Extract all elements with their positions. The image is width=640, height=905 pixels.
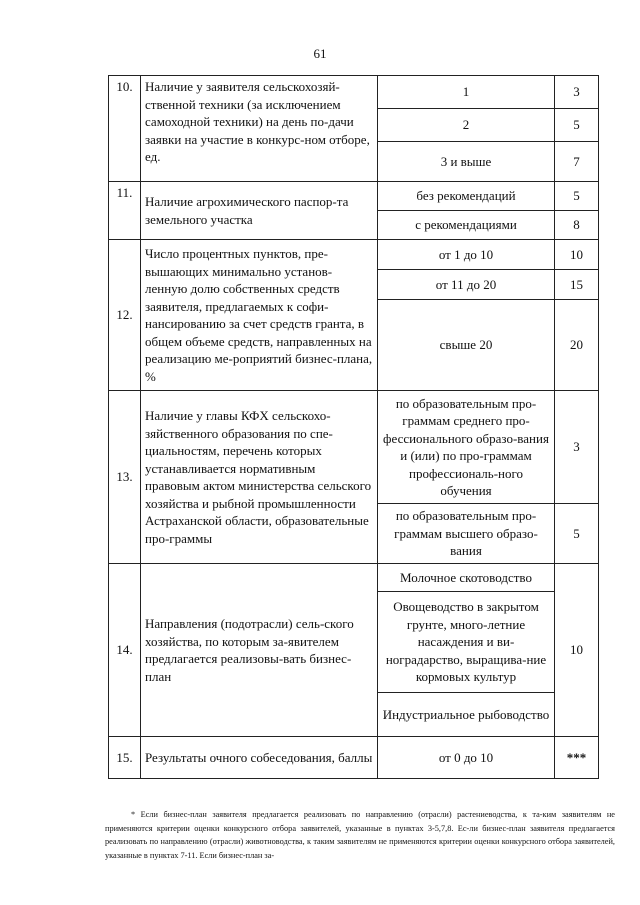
option-label: 2 [378, 109, 555, 142]
option-label: с рекомендациями [378, 211, 555, 240]
page-number: 61 [313, 46, 327, 61]
option-label: по образовательным про-граммам среднего про-фессионального образо-вания и (или) по про-граммам профессиональ-ного обучения [378, 391, 555, 504]
option-label: без рекомендаций [378, 182, 555, 211]
option-points: 15 [555, 270, 599, 300]
option-points: 10 [555, 564, 599, 737]
option-label: от 0 до 10 [378, 737, 555, 779]
option-points: 7 [555, 142, 599, 182]
criterion-text: Наличие агрохимического паспор-та земельного участка [141, 182, 378, 240]
table-row [109, 737, 599, 779]
criterion-text: Направления (подотрасли) сель-ского хозяйства, по которым за-явителем предлагается реализовы-вать бизнес-план [141, 564, 378, 737]
criterion-number: 14. [109, 564, 141, 737]
option-points: 3 [555, 76, 599, 109]
option-label: 1 [378, 76, 555, 109]
option-points: 5 [555, 109, 599, 142]
option-label: 3 и выше [378, 142, 555, 182]
criterion-text: Результаты очного собеседования, баллы [141, 737, 378, 779]
table-row [109, 76, 599, 109]
footnote-text: * Если бизнес-план заявителя предлагается реализовать по направлению (отрасли) растениеводства, к та-ким заявителям не применяются критерии оценки конкурсного отбора заявителей, указанные в пунктах 3-5,7,8. Ес-ли бизнес-план заявителя предлагается реализовать по направлению (отрасли) животноводства, к таким заявителям не применяются критерии оценки конкурсного отбора заявителей, указанные в пунктах 7-11. Если бизнес-план за- [105, 810, 615, 860]
criterion-number: 10. [109, 76, 141, 182]
option-points: 5 [555, 182, 599, 211]
option-label: от 1 до 10 [378, 240, 555, 270]
criterion-text: Наличие у главы КФХ сельскохо-зяйственного образования по спе-циальностям, перечень которых устанавливается нормативным правовым актом министерства сельского хозяйства и рыбной промышленности Астраханской области, образовательные про-граммы [141, 391, 378, 564]
criteria-table [108, 75, 599, 779]
option-points: 5 [555, 504, 599, 564]
criterion-number: 15. [109, 737, 141, 779]
option-label: Овощеводство в закрытом грунте, много-летние насаждения и ви-ноградарство, выращива-ние кормовых культур [378, 592, 555, 693]
option-label: от 11 до 20 [378, 270, 555, 300]
footnote [105, 808, 615, 862]
table-row [109, 182, 599, 211]
criterion-text: Число процентных пунктов, пре-вышающих минимально установ-ленную долю собственных средств заявителя, предлагаемых к софи-нансированию за счет средств гранта, в общем объеме средств, направленных на реализацию ме-роприятий бизнес-плана, % [141, 240, 378, 391]
option-label: свыше 20 [378, 300, 555, 391]
option-points: 20 [555, 300, 599, 391]
option-points: *** [555, 737, 599, 779]
table-row [109, 564, 599, 592]
option-points: 8 [555, 211, 599, 240]
criterion-text: Наличие у заявителя сельскохозяй-ственной техники (за исключением самоходной техники) на день по-дачи заявки на участие в конкурс-ном отборе, ед. [141, 76, 378, 182]
criterion-number: 12. [109, 240, 141, 391]
option-points: 10 [555, 240, 599, 270]
option-label: Молочное скотоводство [378, 564, 555, 592]
table-row [109, 391, 599, 504]
criterion-number: 11. [109, 182, 141, 240]
option-label: по образовательным про-граммам высшего образо-вания [378, 504, 555, 564]
table-row [109, 240, 599, 270]
option-label: Индустриальное рыбоводство [378, 693, 555, 737]
criterion-number: 13. [109, 391, 141, 564]
option-points: 3 [555, 391, 599, 504]
